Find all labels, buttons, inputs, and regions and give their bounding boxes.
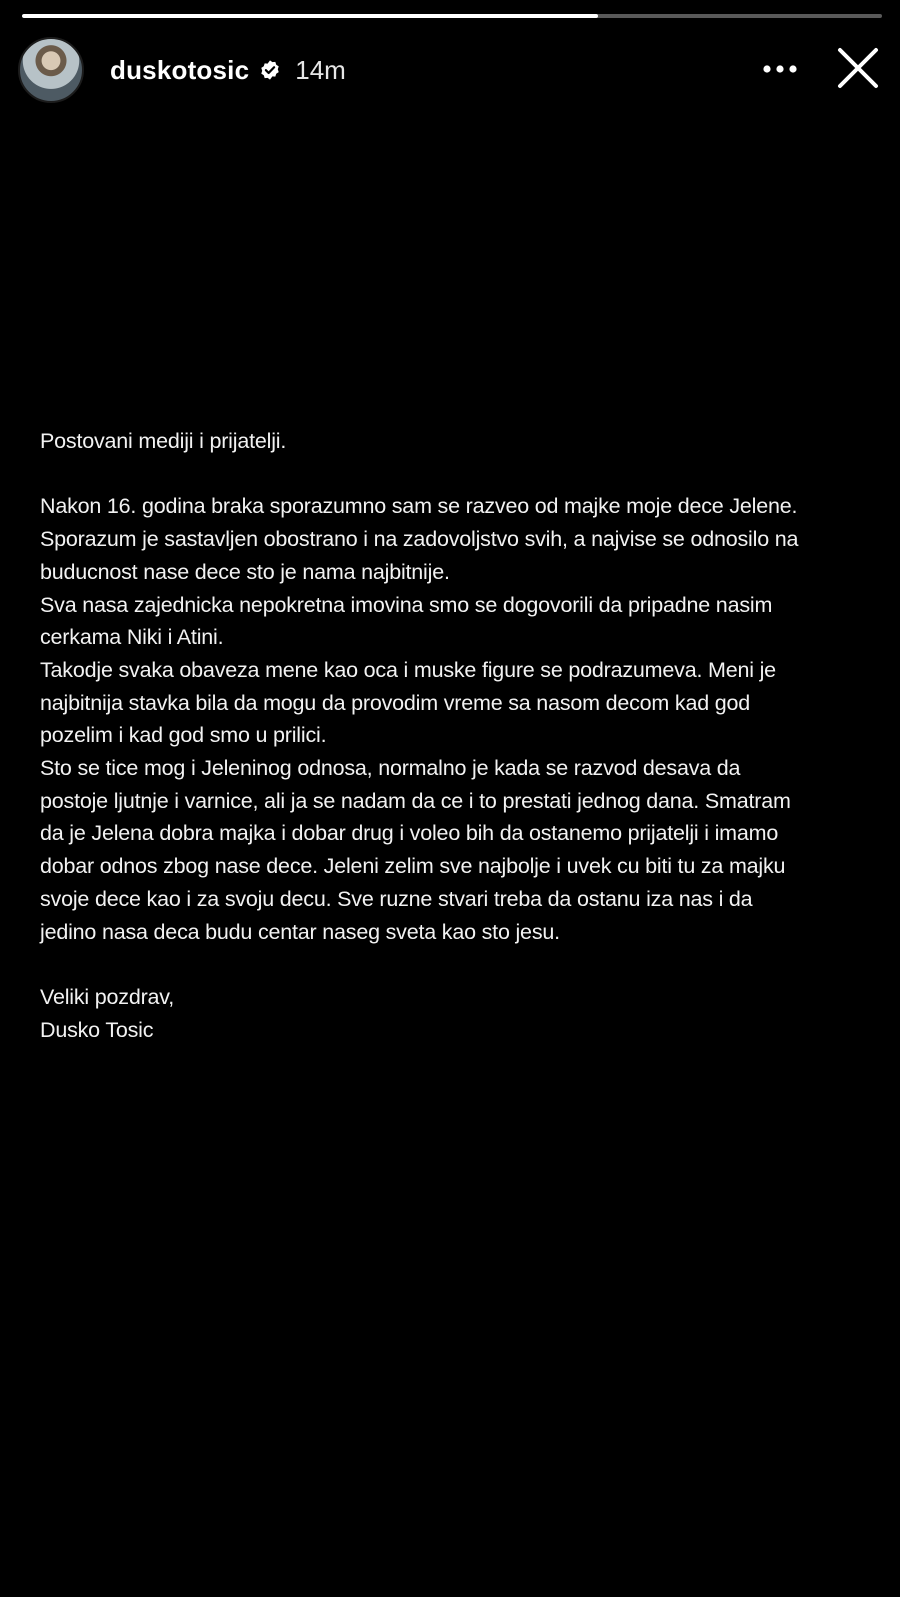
username[interactable]: duskotosic [110, 54, 250, 85]
closing-line: Veliki pozdrav, [40, 984, 175, 1009]
story-progress-fill [22, 14, 598, 18]
more-horizontal-icon [762, 61, 798, 79]
avatar[interactable] [18, 37, 84, 103]
statement-line: svoje dece kao i za svoju decu. Sve ruzne stvari treba da ostanu iza nas i da [40, 886, 753, 911]
statement-line: da je Jelena dobra majka i dobar drug i voleo bih da ostanemo prijatelji i imamo [40, 821, 779, 846]
statement-line: postoje ljutnje i varnice, ali ja se nadam da ce i to prestati jednog dana. Smatram [40, 788, 791, 813]
statement-line: Takodje svaka obaveza mene kao oca i muske figure se podrazumeva. Meni je [40, 657, 776, 682]
statement-line: dobar odnos zbog nase dece. Jeleni zelim sve najbolje i uvek cu biti tu za majku [40, 854, 786, 879]
story-progress-bar [22, 14, 882, 18]
post-timestamp: 14m [295, 54, 346, 85]
more-options-button[interactable] [758, 48, 802, 92]
story-text-content [40, 425, 880, 1046]
statement-line: pozelim i kad god smo u prilici. [40, 723, 327, 748]
close-icon [836, 46, 880, 95]
verified-badge-icon [259, 59, 281, 81]
statement-line: Nakon 16. godina braka sporazumno sam se razveo od majke moje dece Jelene. [40, 494, 798, 519]
greeting-line: Postovani mediji i prijatelji. [40, 429, 287, 453]
statement-line: Sporazum je sastavljen obostrano i na zadovoljstvo svih, a najvise se odnosilo na [40, 527, 799, 552]
statement-line: jedino nasa deca budu centar naseg sveta kao sto jesu. [40, 919, 560, 944]
statement-line: cerkama Niki i Atini. [40, 625, 224, 650]
signature-line: Dusko Tosic [40, 1017, 154, 1042]
statement-line: buducnost nase dece sto je nama najbitnije. [40, 559, 450, 584]
statement-body [40, 490, 880, 948]
statement-line: Sva nasa zajednicka nepokretna imovina smo se dogovorili da pripadne nasim [40, 592, 773, 617]
statement-line: najbitnija stavka bila da mogu da provodim vreme sa nasom decom kad god [40, 690, 751, 715]
close-button[interactable] [834, 46, 882, 94]
statement-line: Sto se tice mog i Jeleninog odnosa, normalno je kada se razvod desava da [40, 756, 741, 781]
story-header [18, 36, 882, 104]
